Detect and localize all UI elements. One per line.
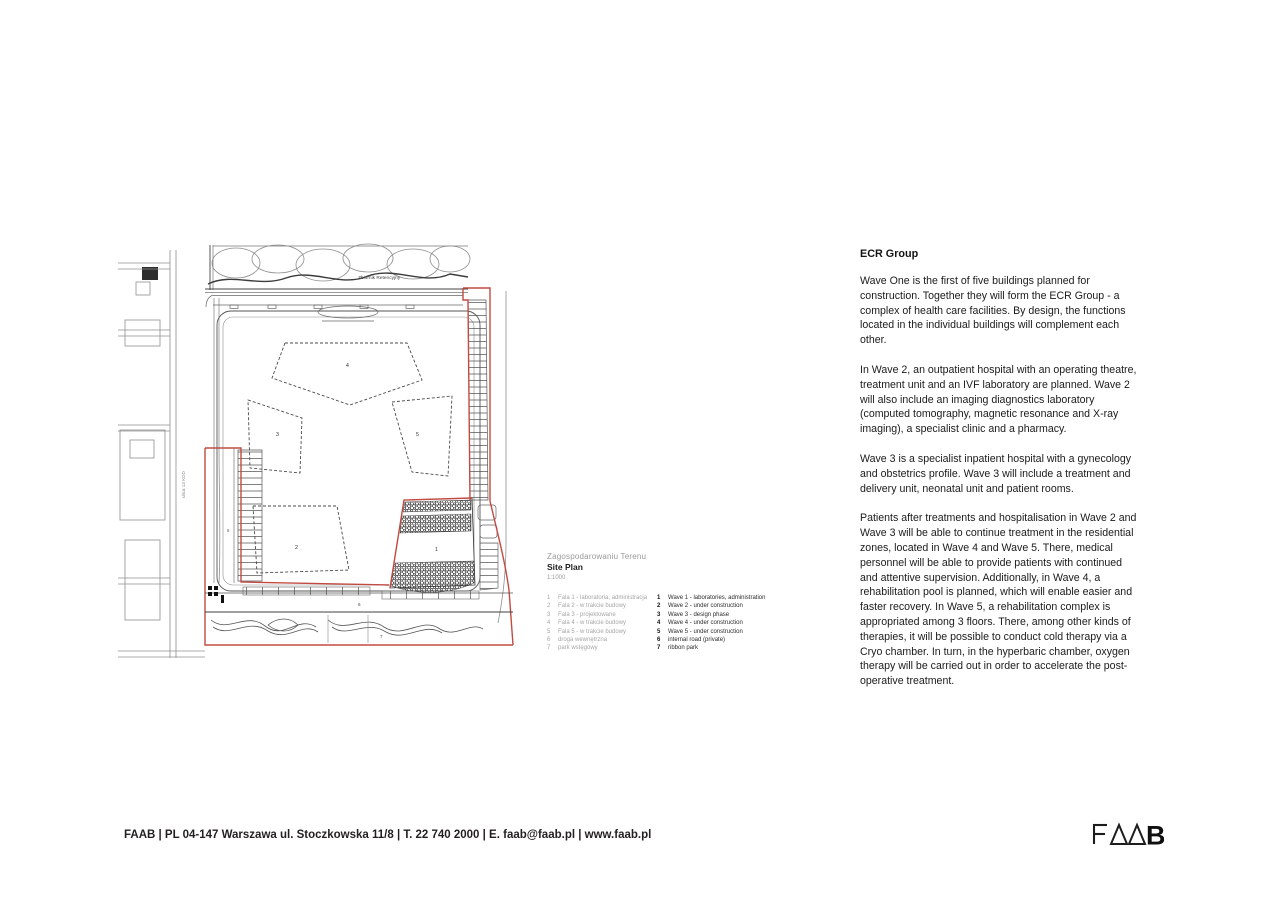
legend-item: 4 Wave 4 - under construction bbox=[657, 620, 743, 627]
legend-item: 3 Wave 3 - design phase bbox=[657, 611, 730, 618]
label-building-3: 3 bbox=[276, 432, 279, 438]
building-5-outline bbox=[392, 396, 452, 476]
legend-item: 5 Fala 5 - w trakcie budowy bbox=[547, 628, 627, 635]
legend-item: 7 park wstęgowy bbox=[547, 645, 598, 652]
site-plan-svg bbox=[118, 243, 538, 663]
legend-item: 1 Wave 1 - laboratories, administration bbox=[657, 595, 766, 601]
article-paragraph: Wave 3 is a specialist inpatient hospital with a gynecology and obstetrics profile. Wave 3 will include a treatment and delivery unit, neonatal unit and patient rooms. bbox=[860, 452, 1132, 495]
legend-item: 6 droga wewnętrzna bbox=[547, 637, 608, 644]
footer-contact: FAAB | PL 04-147 Warszawa ul. Stoczkowska 11/8 | T. 22 740 2000 | E. faab@faab.pl | www.faab.pl bbox=[124, 829, 652, 841]
faab-logo bbox=[1090, 821, 1164, 847]
legend-title-pl: Zagospodarowaniu Terenu bbox=[547, 552, 647, 561]
retention-basin bbox=[205, 244, 470, 293]
label-road-6-left: 6 bbox=[227, 528, 230, 533]
basin-label: Zbiornik Retencyjny bbox=[358, 276, 401, 281]
logo-triangle-icon bbox=[1111, 825, 1127, 844]
article-paragraph: Patients after treatments and hospitalisation in Wave 2 and Wave 3 will be able to continue treatment in the residential zones, located in Wave 4 and Wave 5. There, medical personnel will be able to provide patients with continued and attentive supervision. Additionally, in Wave 4, a rehabilitation pool is planned, which will enable easier and faster recovery. In Wave 5, a rehabilitation complex is appropriated among 3 floors. There, among other kinds of therapies, it will be possible to conduct cold therapy via a Cryo chamber. In turn, in the hyperbaric chamber, oxygen therapy will be carried out in order to accelerate the post-operative treatment. bbox=[860, 512, 1137, 688]
article-heading: ECR Group bbox=[860, 248, 919, 260]
article-paragraph: In Wave 2, an outpatient hospital with an operating theatre, treatment unit and an IVF laboratory are planned. Wave 2 will also include an imaging diagnostics laboratory (computed tomography, magnetic resonance and X-ray imaging), a specialist clinic and a pharmacy. bbox=[860, 363, 1137, 436]
legend-title-en: Site Plan bbox=[547, 562, 583, 572]
label-building-2: 2 bbox=[295, 545, 298, 551]
legend-item: 5 Wave 5 - under construction bbox=[657, 628, 743, 635]
legend-column-english bbox=[657, 594, 766, 653]
site-plan-figure bbox=[118, 243, 538, 663]
logo-triangle-icon bbox=[1129, 825, 1145, 844]
legend-item: 6 internal road (private) bbox=[657, 637, 726, 644]
legend-item: 2 Wave 2 - under construction bbox=[657, 603, 743, 610]
legend-item: 2 Fala 2 - w trakcie budowy bbox=[547, 603, 627, 610]
building-4-outline bbox=[272, 343, 422, 405]
ribbon-park bbox=[211, 615, 483, 643]
article-column bbox=[860, 248, 1139, 704]
legend-item: 4 Fala 4 - w trakcie budowy bbox=[547, 620, 627, 627]
internal-road bbox=[205, 586, 513, 612]
building-2-outline bbox=[253, 506, 349, 573]
legend-item: 7 ribbon park bbox=[657, 645, 699, 652]
legend-item: 1 Fala 1 - laboratoria, administracja bbox=[547, 595, 648, 601]
logo-letter-b: B bbox=[1146, 821, 1164, 847]
legend-columns bbox=[547, 594, 787, 653]
legend-scale: 1:1000 bbox=[547, 575, 566, 581]
label-park-7: 7 bbox=[380, 634, 383, 639]
label-building-1: 1 bbox=[435, 547, 438, 553]
plan-legend bbox=[547, 552, 787, 653]
label-road-6: 6 bbox=[358, 602, 361, 607]
pedestrian-crossing bbox=[208, 586, 224, 603]
label-building-5: 5 bbox=[416, 432, 419, 438]
legend-column-polish bbox=[547, 594, 657, 653]
faab-logo-svg bbox=[1090, 821, 1164, 847]
label-street: ulica 13 KDD bbox=[181, 471, 186, 498]
label-building-4: 4 bbox=[346, 363, 349, 369]
logo-letter-f bbox=[1093, 824, 1107, 844]
article-paragraph: Wave One is the first of five buildings planned for construction. Together they will form the ECR Group - a complex of health care facilities. By design, the functions located in the individual buildings will complement each other. bbox=[860, 275, 1126, 347]
legend-item: 3 Fala 3 - projektowane bbox=[547, 611, 616, 618]
